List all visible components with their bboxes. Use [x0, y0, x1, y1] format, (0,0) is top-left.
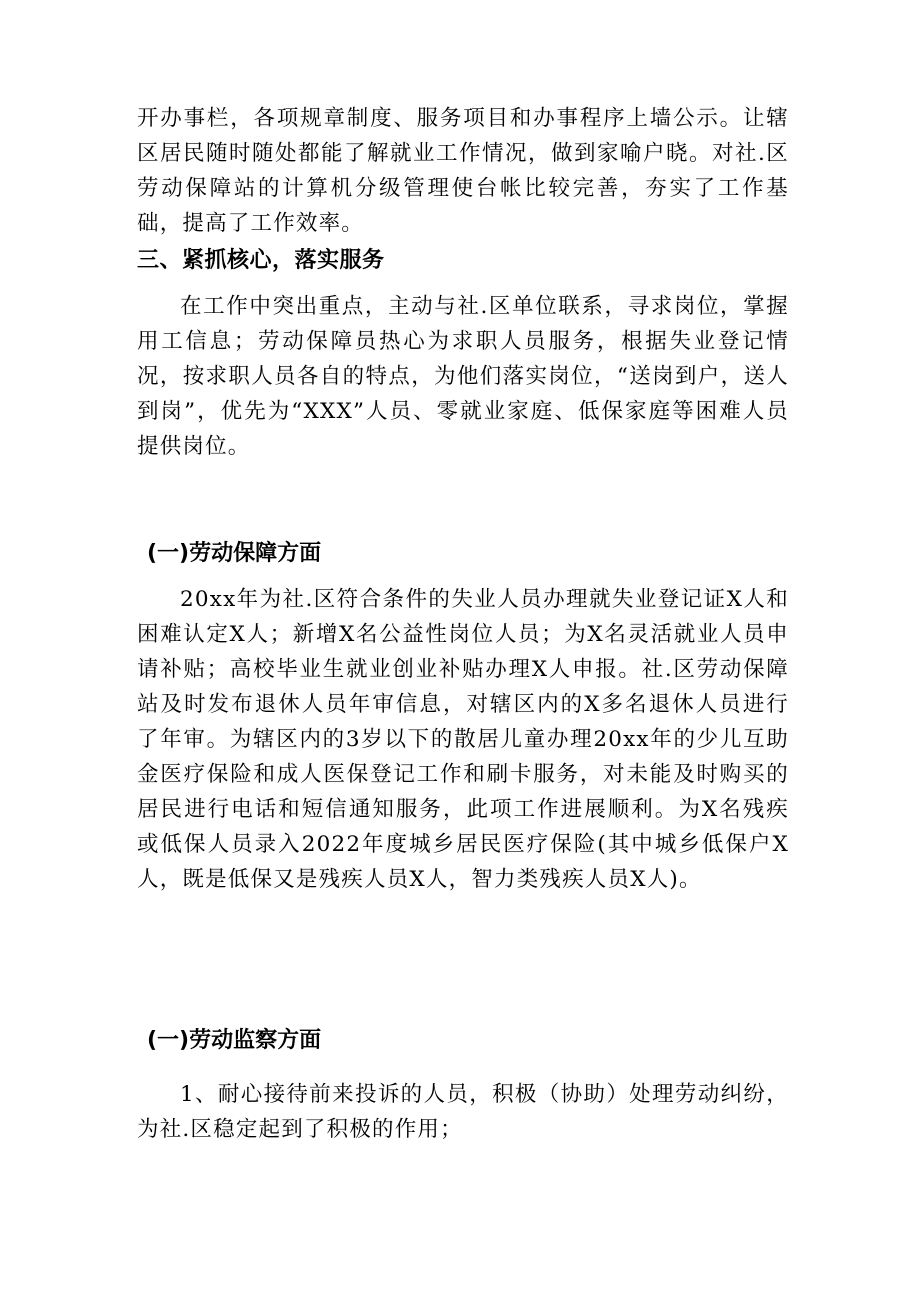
body-paragraph: 20xx年为社.区符合条件的失业人员办理就失业登记证X人和困难认定X人；新增X名公益性岗位人员；为X名灵活就业人员申请补贴；高校毕业生就业创业补贴办理X人申报。社.区劳动保障站及时发布退休人员年审信息，对辖区内的X多名退休人员进行了年审。为辖区内的3岁以下的散居儿童办理20xx年的少儿互助金医疗保险和成人医保登记工作和刷卡服务，对未能及时购买的居民进行电话和短信通知服务，此项工作进展顺利。为X名残疾或低保人员录入2022年度城乡居民医疗保险(其中城乡低保户X人，既是低保又是残疾人员X人，智力类残疾人员X人)。: [137, 587, 789, 892]
subsection-heading: (一)劳动保障方面: [147, 541, 322, 566]
section-heading: 三、紧抓核心，落实服务: [137, 248, 385, 273]
body-paragraph: 在工作中突出重点，主动与社.区单位联系，寻求岗位，掌握用工信息；劳动保障员热心为求职人员服务，根据失业登记情况，按求职人员各自的特点，为他们落实岗位，“送岗到户，送人到岗”，优先为“XXX”人员、零就业家庭、低保家庭等困难人员提供岗位。: [137, 294, 789, 459]
body-paragraph: 开办事栏，各项规章制度、服务项目和办事程序上墙公示。让辖区居民随时随处都能了解就业工作情况，做到家喻户晓。对社.区劳动保障站的计算机分级管理使台帐比较完善，夯实了工作基础，提高了工作效率。: [137, 106, 789, 236]
subsection-heading: (一)劳动监察方面: [147, 1028, 322, 1053]
body-paragraph: 1、耐心接待前来投诉的人员，积极（协助）处理劳动纠纷，为社.区稳定起到了积极的作用；: [137, 1082, 789, 1142]
